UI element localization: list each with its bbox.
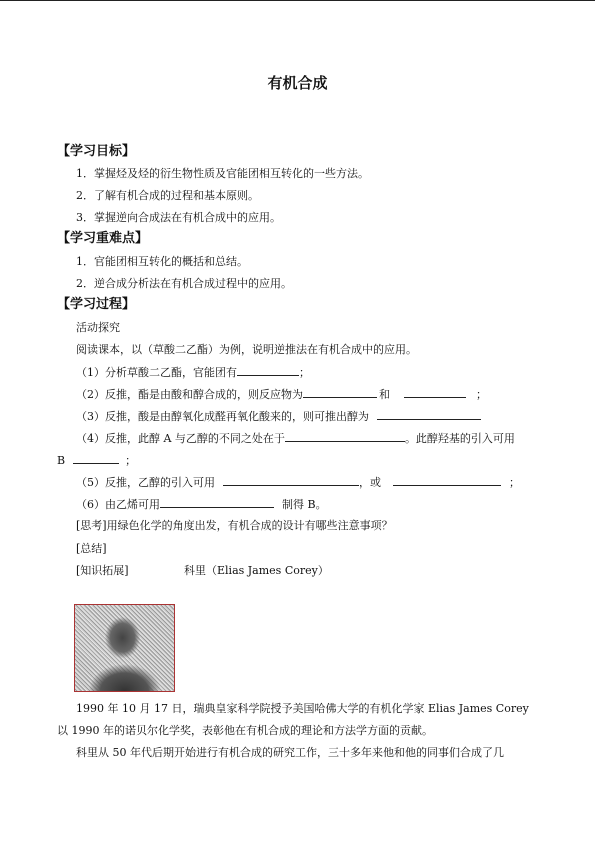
answer-blank[interactable] bbox=[393, 474, 501, 486]
think-prompt: [思考]用绿色化学的角度出发，有机合成的设计有哪些注意事项？ bbox=[76, 519, 393, 532]
top-rule bbox=[0, 0, 595, 1]
answer-blank[interactable] bbox=[377, 408, 481, 420]
answer-blank[interactable] bbox=[237, 364, 299, 376]
question-4-continued: B ； bbox=[57, 454, 137, 467]
activity-label: 活动探究 bbox=[76, 321, 120, 334]
question-4: （4）反推，此醇 A 与乙醇的不同之处在于 。此醇羟基的引入可用 bbox=[76, 432, 515, 445]
corey-portrait bbox=[74, 604, 175, 692]
bio-paragraph-1: 1990 年 10 月 17 日，瑞典皇家科学院授予美国哈佛大学的有机化学家 Elias James Corey bbox=[76, 702, 529, 715]
answer-blank[interactable] bbox=[285, 430, 405, 442]
question-2: （2）反推，酯是由酸和醇合成的，则反应物为 和 ； bbox=[76, 388, 487, 401]
answer-blank[interactable] bbox=[404, 386, 466, 398]
answer-blank[interactable] bbox=[223, 474, 359, 486]
question-5: （5）反推，乙醇的引入可用 ，或 ； bbox=[76, 476, 520, 489]
question-3: （3）反推，酸是由醇氧化成醛再氧化酸来的，则可推出醇为 bbox=[76, 408, 481, 425]
objective-item: 1．掌握烃及烃的衍生物性质及官能团相互转化的一些方法。 bbox=[76, 167, 369, 180]
extension-label: [知识拓展] bbox=[76, 564, 129, 577]
answer-blank[interactable] bbox=[160, 496, 274, 508]
key-point-item: 2．逆合成分析法在有机合成过程中的应用。 bbox=[76, 277, 292, 290]
process-header: 【学习过程】 bbox=[57, 297, 136, 312]
bio-paragraph-2: 科里从 50 年代后期开始进行有机合成的研究工作，三十多年来他和他的同事们合成了几 bbox=[76, 746, 504, 759]
page-title: 有机合成 bbox=[267, 74, 328, 92]
extension-name: 科里（Elias James Corey） bbox=[184, 564, 329, 577]
answer-blank[interactable] bbox=[73, 452, 119, 464]
objective-item: 2．了解有机合成的过程和基本原则。 bbox=[76, 189, 259, 202]
key-point-item: 1．官能团相互转化的概括和总结。 bbox=[76, 255, 248, 268]
bio-paragraph-1-continued: 以 1990 年的诺贝尔化学奖，表彰他在有机合成的理论和方法学方面的贡献。 bbox=[57, 724, 433, 737]
key-points-header: 【学习重难点】 bbox=[57, 231, 149, 246]
question-6: （6）由乙烯可用 制得 B。 bbox=[76, 498, 327, 511]
question-1: （1）分析草酸二乙酯，官能团有 ； bbox=[76, 366, 310, 379]
objectives-header: 【学习目标】 bbox=[57, 144, 136, 159]
intro-text: 阅读课本，以（草酸二乙酯）为例，说明逆推法在有机合成中的应用。 bbox=[76, 343, 417, 356]
summary-label: [总结] bbox=[76, 542, 107, 555]
objective-item: 3．掌握逆向合成法在有机合成中的应用。 bbox=[76, 211, 281, 224]
answer-blank[interactable] bbox=[303, 386, 377, 398]
